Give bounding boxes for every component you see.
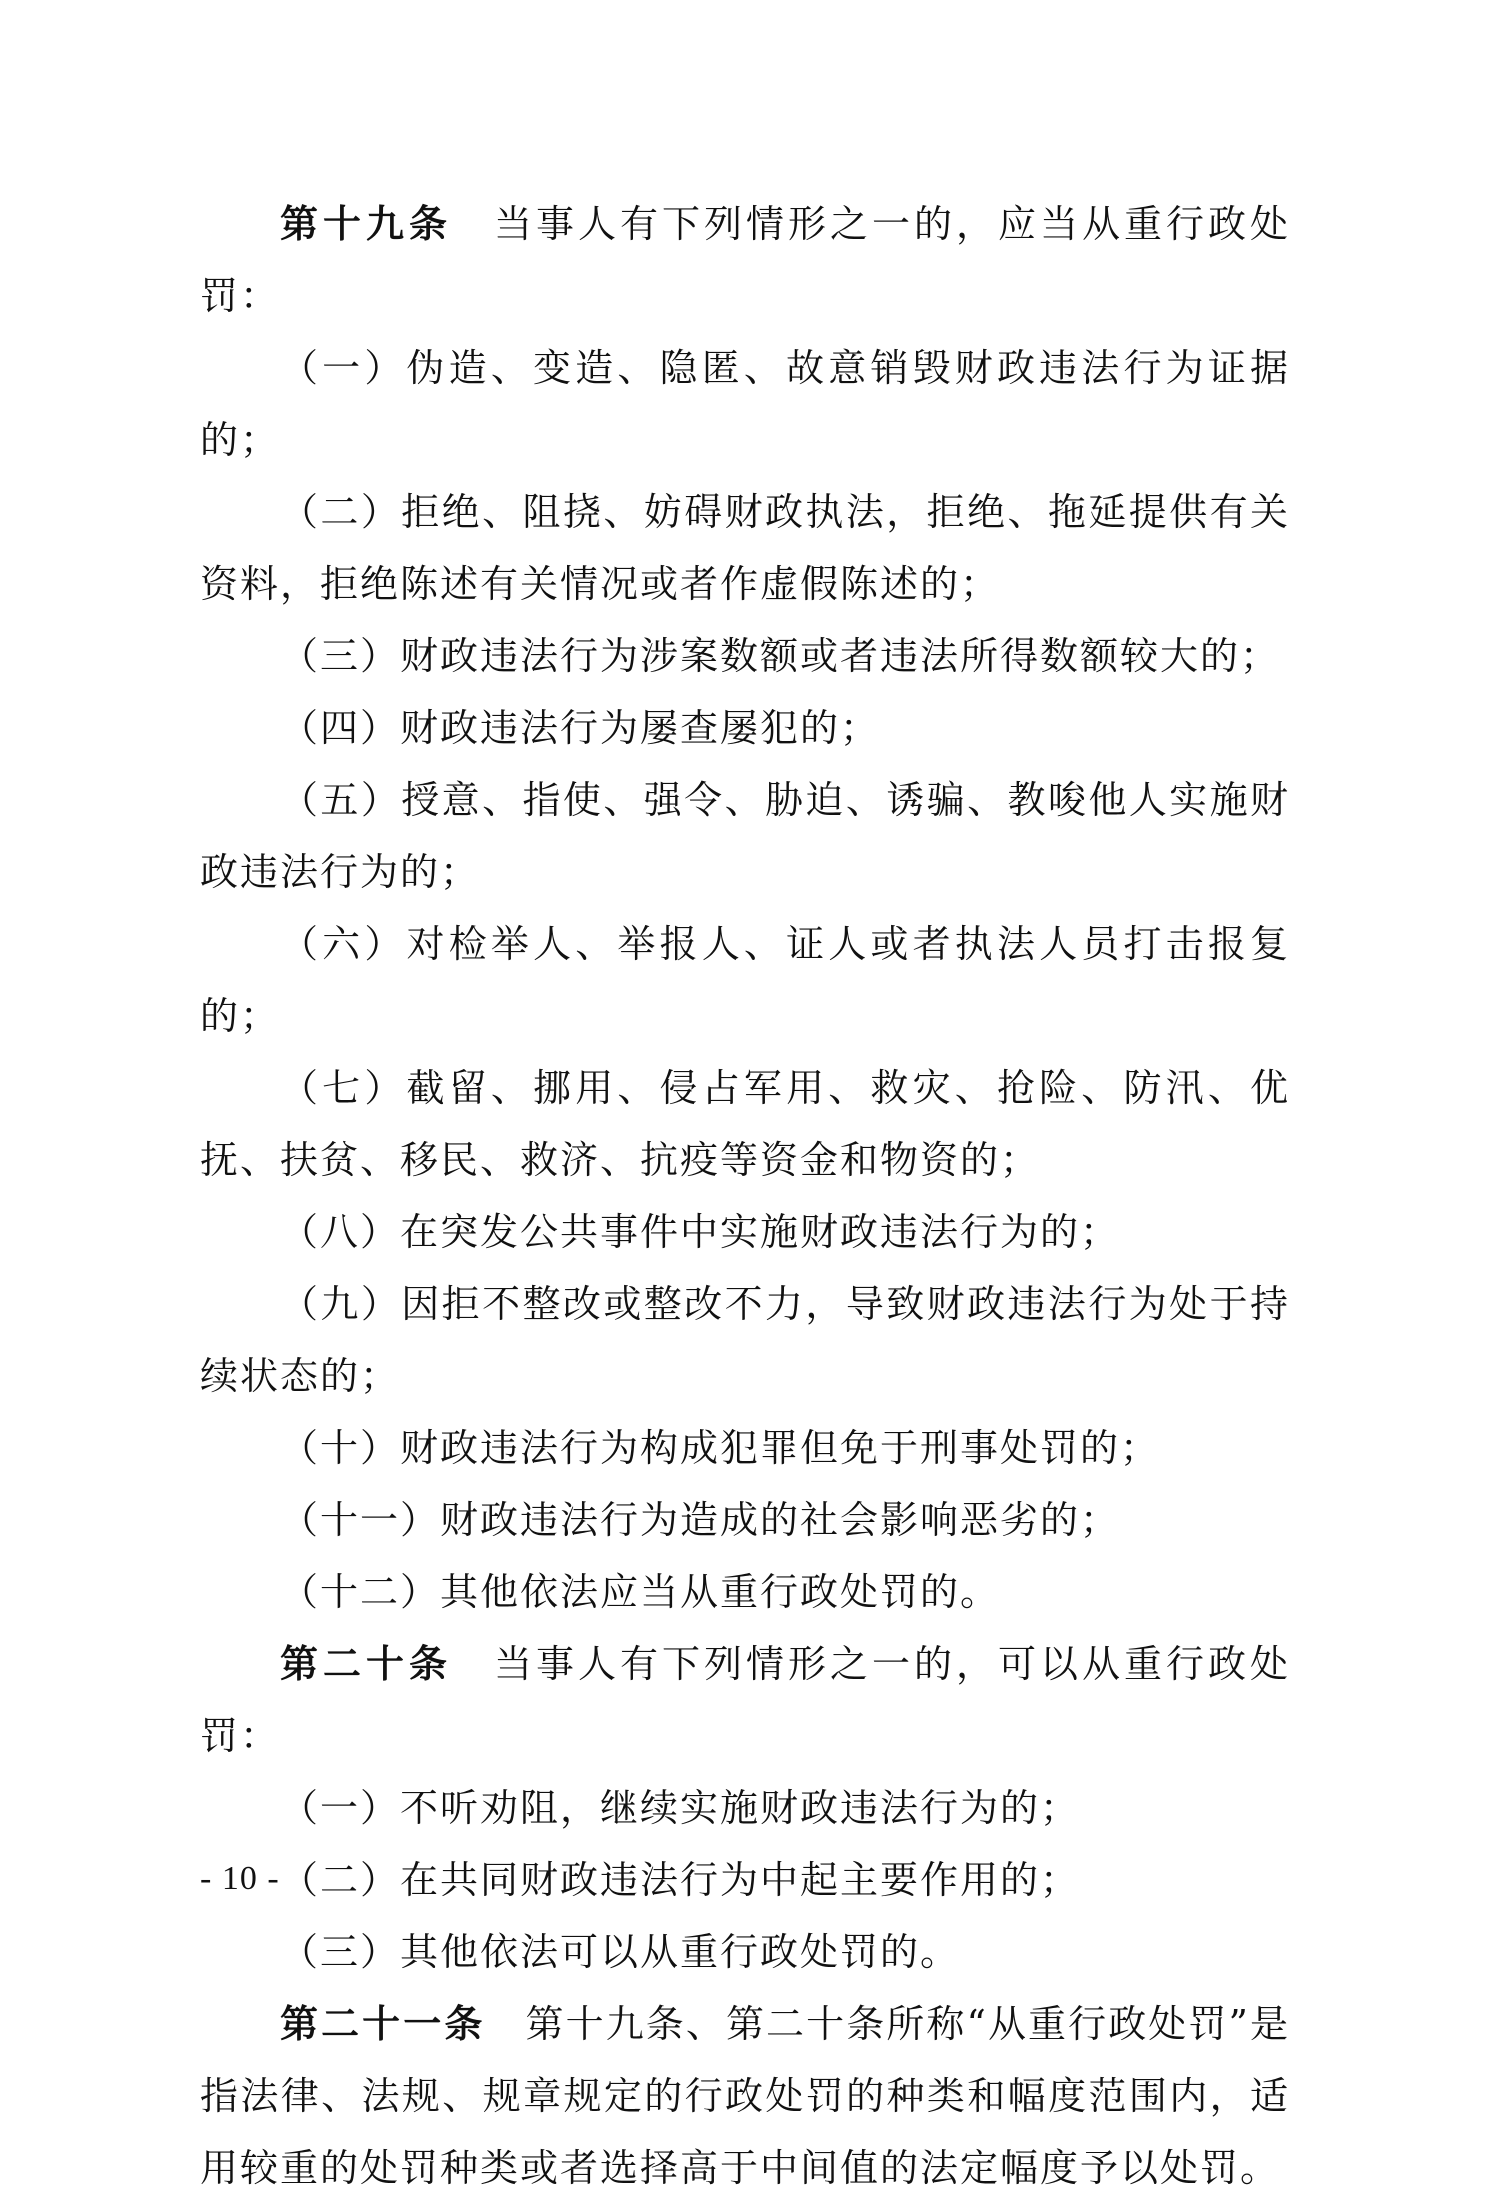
article-20-paragraph — [200, 1628, 1290, 1772]
article-19-item-6: （六）对检举人、举报人、证人或者执法人员打击报复的； — [200, 922, 1290, 1038]
document-body — [200, 188, 1290, 2204]
article-19-paragraph — [200, 188, 1290, 332]
article-19-item-9: （九）因拒不整改或整改不力，导致财政违法行为处于持续状态的； — [200, 1282, 1290, 1398]
article-19-title: 第十九条 — [280, 201, 452, 246]
article-20-item-1: （一）不听劝阻，继续实施财政违法行为的； — [280, 1786, 1081, 1830]
article-19-item-4: （四）财政违法行为屡查屡犯的； — [280, 706, 881, 750]
article-20-text: 当事人有下列情形之一的，可以从重行政处罚： — [200, 1642, 1290, 1758]
article-19-item-7: （七）截留、挪用、侵占军用、救灾、抢险、防汛、优抚、扶贫、移民、救济、抗疫等资金和物资的； — [200, 1066, 1290, 1182]
article-19-item-1: （一）伪造、变造、隐匿、故意销毁财政违法行为证据的； — [200, 346, 1290, 462]
article-21-text: 第十九条、第二十条所称“从重行政处罚”是指法律、法规、规章规定的行政处罚的种类和幅度范围内，适用较重的处罚种类或者选择高于中间值的法定幅度予以处罚。 — [200, 2002, 1290, 2190]
article-19-text: 当事人有下列情形之一的，应当从重行政处罚： — [200, 202, 1290, 318]
article-19-item-12: （十二）其他依法应当从重行政处罚的。 — [280, 1570, 1001, 1614]
article-20-item-3: （三）其他依法可以从重行政处罚的。 — [280, 1930, 961, 1974]
article-19-item-11: （十一）财政违法行为造成的社会影响恶劣的； — [280, 1498, 1121, 1542]
article-21-title: 第二十一条 — [280, 2001, 486, 2046]
article-19-item-2: （二）拒绝、阻挠、妨碍财政执法，拒绝、拖延提供有关资料，拒绝陈述有关情况或者作虚假陈述的； — [200, 490, 1290, 606]
page-number: - 10 - — [200, 1860, 280, 1897]
article-21-paragraph — [200, 1988, 1290, 2204]
article-20-title: 第二十条 — [280, 1641, 452, 1686]
article-19-item-10: （十）财政违法行为构成犯罪但免于刑事处罚的； — [280, 1426, 1161, 1470]
article-19-item-5: （五）授意、指使、强令、胁迫、诱骗、教唆他人实施财政违法行为的； — [200, 778, 1290, 894]
article-19-item-3: （三）财政违法行为涉案数额或者违法所得数额较大的； — [280, 634, 1281, 678]
article-19-item-8: （八）在突发公共事件中实施财政违法行为的； — [280, 1210, 1121, 1254]
article-20-item-2: （二）在共同财政违法行为中起主要作用的； — [280, 1858, 1081, 1902]
